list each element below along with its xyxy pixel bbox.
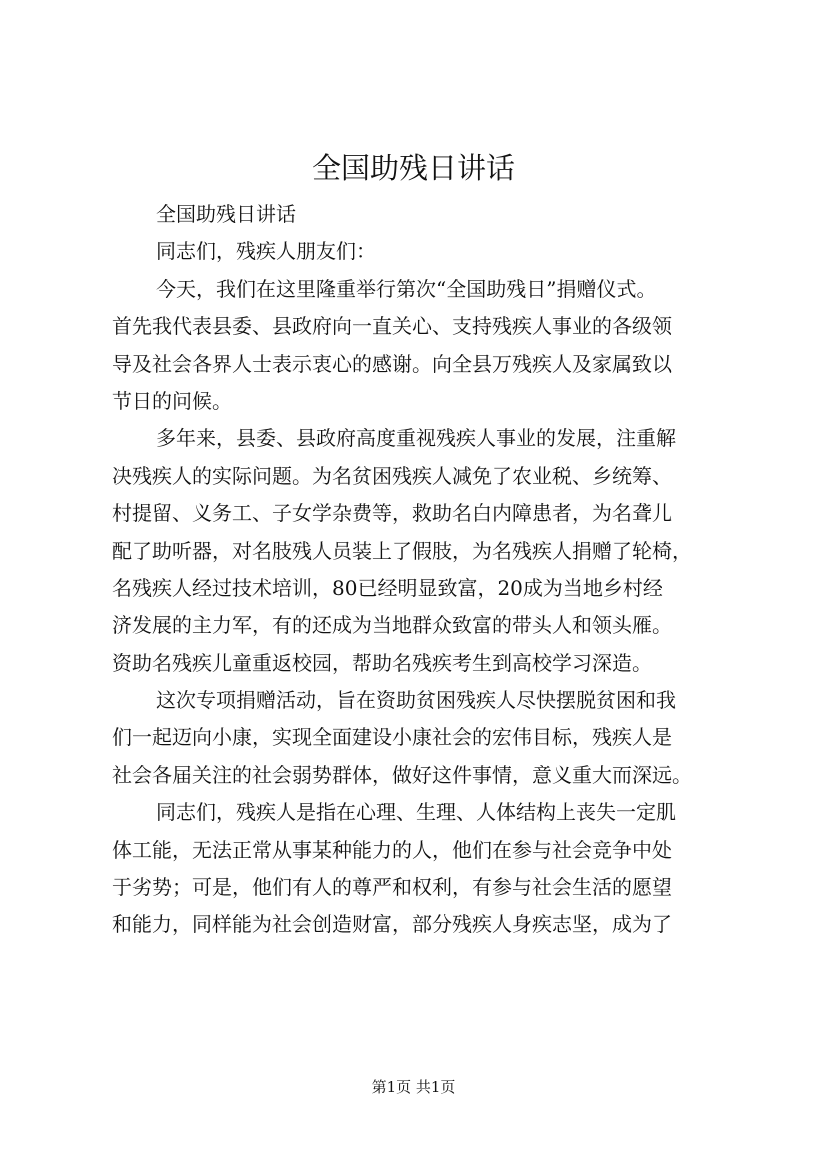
text-line: 今天，我们在这里隆重举行第次“全国助残日”捐赠仪式。 <box>156 276 657 301</box>
text-line: 节日的问候。 <box>112 388 232 413</box>
text-line: 于劣势；可是，他们有人的尊严和权利，有参与社会生活的愿望 <box>112 875 672 900</box>
text-line: 资助名残疾儿童重返校园，帮助名残疾考生到高校学习深造。 <box>112 650 652 675</box>
text-line: 全国助残日讲话 <box>156 202 296 226</box>
text-line: 们一起迈向小康，实现全面建设小康社会的宏伟目标，残疾人是 <box>112 725 672 750</box>
text-line: 配了助听器，对名肢残人员装上了假肢，为名残疾人捐赠了轮椅， <box>112 538 692 563</box>
text-line: 名残疾人经过技术培训，80已经明显致富，20成为当地乡村经 <box>112 575 663 600</box>
text-line: 体工能，无法正常从事某种能力的人，他们在参与社会竞争中处 <box>112 837 672 862</box>
page-title: 全国助残日讲话 <box>311 151 515 185</box>
text-line: 社会各届关注的社会弱势群体，做好这件事情，意义重大而深远。 <box>112 762 692 787</box>
text-line: 多年来，县委、县政府高度重视残疾人事业的发展，注重解 <box>156 426 676 451</box>
text-line: 和能力，同样能为社会创造财富，部分残疾人身疾志坚，成为了 <box>112 912 672 937</box>
text-line: 导及社会各界人士表示衷心的感谢。向全县万残疾人及家属致以 <box>112 351 672 376</box>
text-line: 同志们，残疾人是指在心理、生理、人体结构上丧失一定肌 <box>156 800 676 825</box>
text-line: 首先我代表县委、县政府向一直关心、支持残疾人事业的各级领 <box>112 314 672 339</box>
text-line: 济发展的主力军，有的还成为当地群众致富的带头人和领头雁。 <box>112 613 672 638</box>
text-line: 决残疾人的实际问题。为名贫困残疾人减免了农业税、乡统筹、 <box>112 463 672 488</box>
document-body <box>112 196 740 944</box>
text-line: 这次专项捐赠活动，旨在资助贫困残疾人尽快摆脱贫困和我 <box>156 688 676 713</box>
page-footer: 第1页 共1页 <box>371 1078 456 1096</box>
text-line: 同志们，残疾人朋友们： <box>156 239 376 264</box>
text-line: 村提留、义务工、子女学杂费等，救助名白内障患者，为名聋儿 <box>112 501 672 526</box>
